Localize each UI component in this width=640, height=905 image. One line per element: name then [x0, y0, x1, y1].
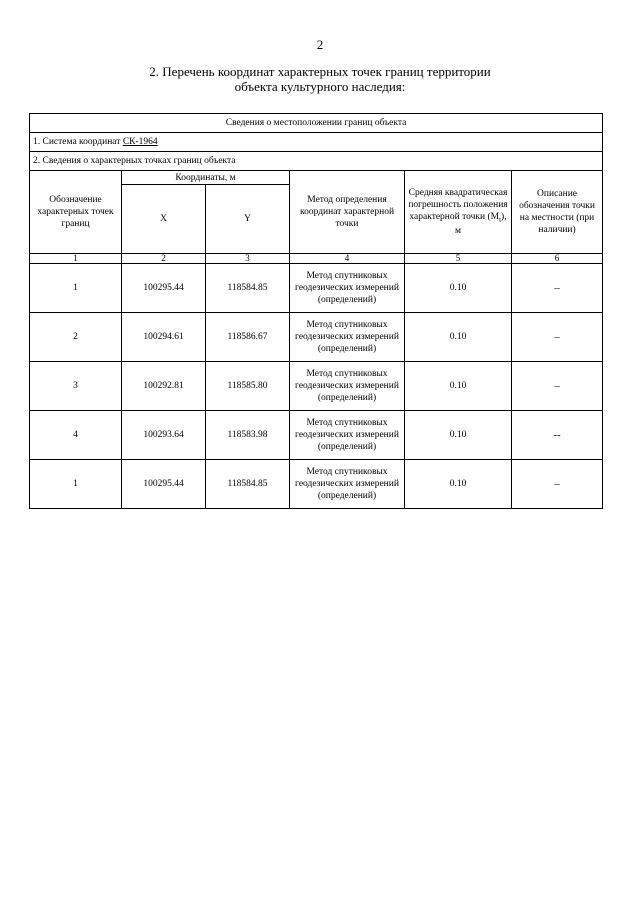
table-row	[30, 411, 603, 460]
coordinate-system-value: СК-1964	[122, 137, 158, 147]
title-line-1: 2. Перечень координат характерных точек границ территории	[149, 64, 491, 79]
col-header-method: Метод определения координат характерной точки	[290, 171, 405, 254]
coord-x: 100295.44	[122, 460, 206, 509]
table-header-main: Сведения о местоположении границ объекта	[30, 114, 603, 133]
col-header-error-subscript: t	[499, 215, 502, 224]
method: Метод спутниковых геодезических измерений (определений)	[290, 264, 405, 313]
document-title	[0, 64, 640, 94]
method: Метод спутниковых геодезических измерений (определений)	[290, 460, 405, 509]
column-number: 4	[290, 254, 405, 264]
table-row	[30, 362, 603, 411]
column-number: 2	[122, 254, 206, 264]
coordinate-system-label: 1. Система координат	[33, 137, 123, 147]
coord-y: 118585.80	[206, 362, 290, 411]
point-id: 2	[30, 313, 122, 362]
column-number: 5	[405, 254, 512, 264]
table-row	[30, 264, 603, 313]
col-header-error-unit: ), м	[454, 211, 507, 237]
title-line-2: объекта культурного наследия:	[234, 79, 406, 94]
coordinate-system-row	[30, 133, 603, 152]
point-id: 4	[30, 411, 122, 460]
error-value: 0.10	[405, 460, 512, 509]
description: –	[512, 460, 603, 509]
coord-x: 100293.64	[122, 411, 206, 460]
table-row	[30, 460, 603, 509]
coord-x: 100295.44	[122, 264, 206, 313]
description: –	[512, 362, 603, 411]
col-header-y: Y	[206, 185, 290, 254]
coord-y: 118583.98	[206, 411, 290, 460]
description: --	[512, 411, 603, 460]
point-id: 1	[30, 460, 122, 509]
col-header-x: X	[122, 185, 206, 254]
point-id: 1	[30, 264, 122, 313]
table-row	[30, 313, 603, 362]
error-value: 0.10	[405, 264, 512, 313]
col-header-coordinates: Координаты, м	[122, 171, 290, 185]
col-header-error-text: Средняя квадратическая погрешность положения характерной точки (M	[408, 187, 508, 222]
error-value: 0.10	[405, 313, 512, 362]
page-number: 2	[316, 37, 324, 52]
coord-x: 100292.81	[122, 362, 206, 411]
column-number: 3	[206, 254, 290, 264]
column-number-row	[30, 254, 603, 264]
description: –	[512, 264, 603, 313]
points-section-header: 2. Сведения о характерных точках границ объекта	[30, 152, 603, 171]
coord-y: 118584.85	[206, 264, 290, 313]
coord-x: 100294.61	[122, 313, 206, 362]
description: –	[512, 313, 603, 362]
coord-y: 118586.67	[206, 313, 290, 362]
coord-y: 118584.85	[206, 460, 290, 509]
coordinates-table	[29, 113, 603, 509]
method: Метод спутниковых геодезических измерений (определений)	[290, 362, 405, 411]
col-header-designation: Обозначение характерных точек границ	[30, 171, 122, 254]
point-id: 3	[30, 362, 122, 411]
column-number: 1	[30, 254, 122, 264]
error-value: 0.10	[405, 411, 512, 460]
error-value: 0.10	[405, 362, 512, 411]
col-header-description: Описание обозначения точки на местности (при наличии)	[512, 171, 603, 254]
col-header-error	[405, 171, 512, 254]
method: Метод спутниковых геодезических измерений (определений)	[290, 411, 405, 460]
column-number: 6	[512, 254, 603, 264]
method: Метод спутниковых геодезических измерений (определений)	[290, 313, 405, 362]
